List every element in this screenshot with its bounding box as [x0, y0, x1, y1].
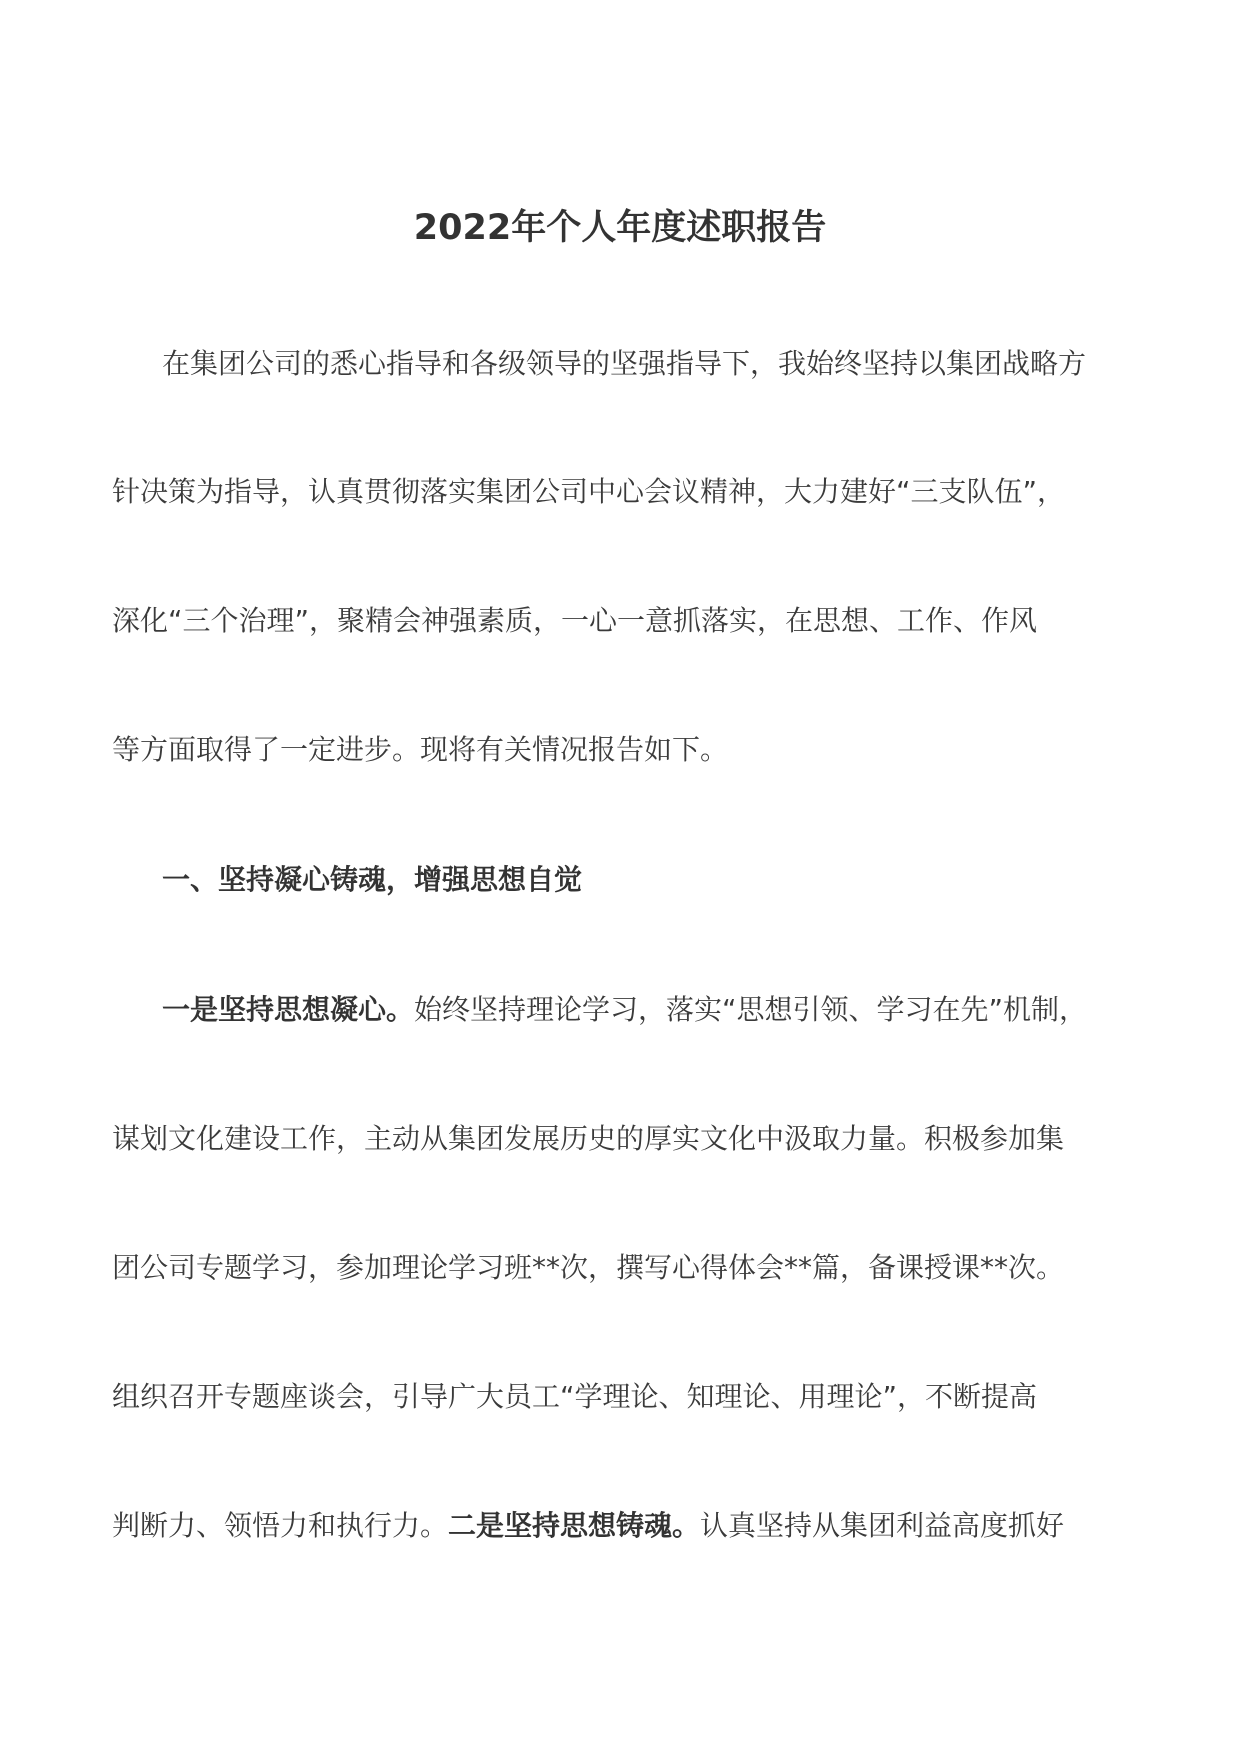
- paragraph-1-line-4: 等方面取得了一定进步。现将有关情况报告如下。: [112, 733, 729, 766]
- paragraph-1-line-3: 深化“三个治理”，聚精会神强素质，一心一意抓落实，在思想、工作、作风: [112, 604, 1038, 637]
- section-1-heading: 一、坚持凝心铸魂，增强思想自觉: [162, 863, 583, 896]
- paragraph-2-line-5: [112, 1506, 1064, 1546]
- paragraph-2-line-3: 团公司专题学习，参加理论学习班**次，撰写心得体会**篇，备课授课**次。: [112, 1251, 1065, 1284]
- paragraph-2-line-1: [162, 990, 1087, 1030]
- paragraph-1-line-1: 在集团公司的悉心指导和各级领导的坚强指导下，我始终坚持以集团战略方: [162, 347, 1087, 380]
- paragraph-2-line-2: 谋划文化建设工作，主动从集团发展历史的厚实文化中汲取力量。积极参加集: [112, 1122, 1065, 1155]
- document-title: 2022年个人年度述职报告: [413, 208, 827, 248]
- point-1-label: 一是坚持思想凝心。: [162, 993, 415, 1026]
- paragraph-2-line-4: 组织召开专题座谈会，引导广大员工“学理论、知理论、用理论”，不断提高: [112, 1380, 1038, 1413]
- point-2-label: 二是坚持思想铸魂。: [448, 1509, 701, 1542]
- paragraph-2-line-5-end: 认真坚持从集团利益高度抓好: [700, 1509, 1065, 1542]
- paragraph-2-line-1-text: 始终坚持理论学习，落实“思想引领、学习在先”机制，: [414, 993, 1088, 1026]
- paragraph-2-line-5-start: 判断力、领悟力和执行力。: [112, 1509, 449, 1542]
- paragraph-1-line-2: 针决策为指导，认真贯彻落实集团公司中心会议精神，大力建好“三支队伍”，: [112, 475, 1066, 508]
